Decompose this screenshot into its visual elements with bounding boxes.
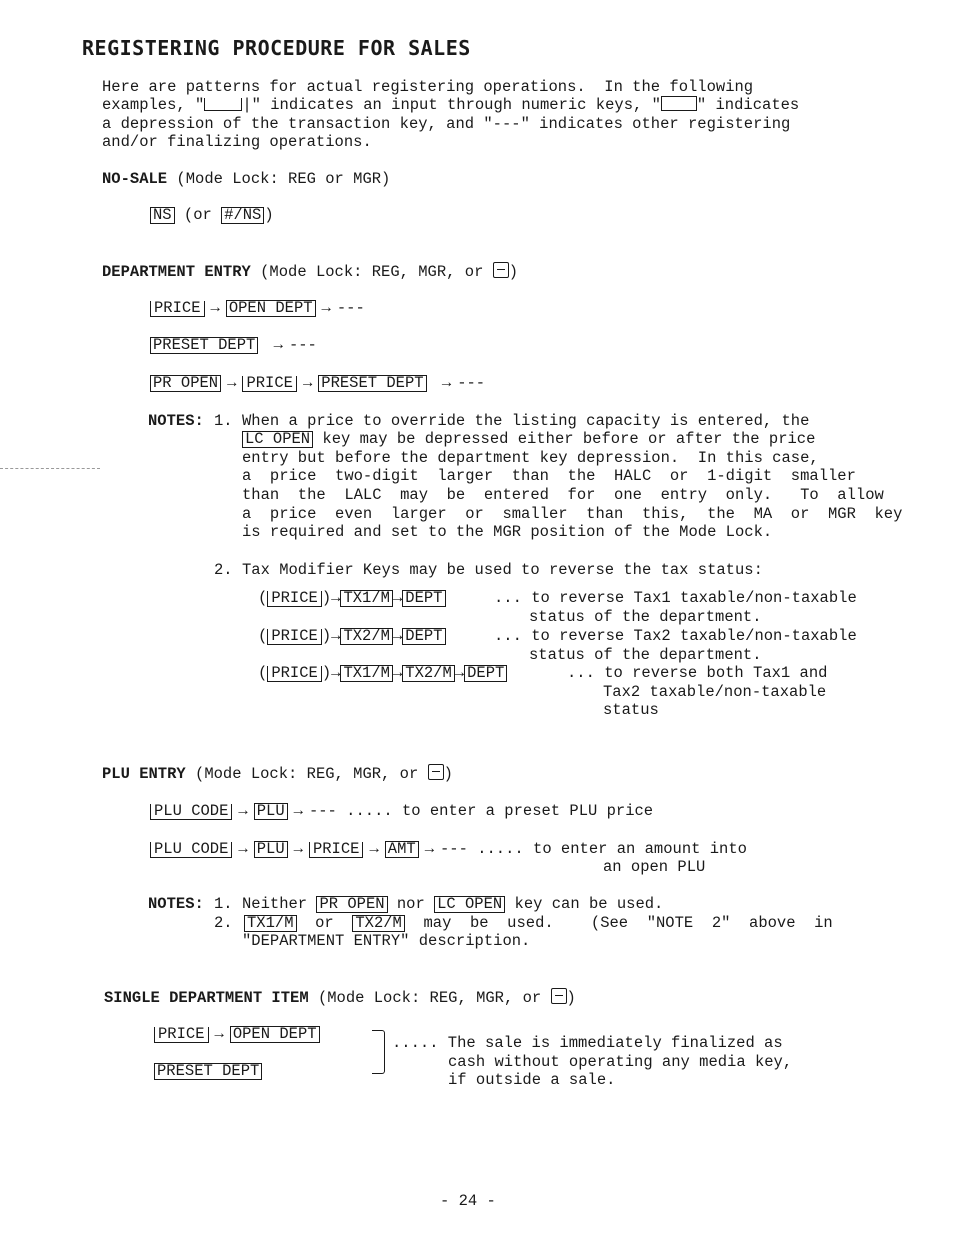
no-sale-heading-row — [102, 170, 390, 188]
single-dept-close: ) — [566, 989, 576, 1007]
single-dept-mode: (Mode Lock: REG, MGR, or — [308, 989, 542, 1007]
arrow-right-icon: → — [369, 840, 379, 858]
intro-line-4: and/or finalizing operations. — [102, 133, 372, 151]
note-2-line-1: Tax Modifier Keys may be used to reverse the tax status: — [242, 561, 763, 579]
dept-entry-mode: (Mode Lock: REG, MGR, or — [250, 263, 484, 281]
price-input: PRICE — [242, 376, 297, 392]
note-1-line-6: a price even larger or smaller than this, the MA or MGR key — [242, 505, 903, 523]
plu-seq-1 — [150, 802, 653, 820]
arrow-right-icon: → — [264, 336, 283, 354]
both-desc-2: Tax2 taxable/non-taxable — [603, 683, 827, 701]
plu-seq-2 — [150, 840, 747, 858]
price-input: PRICE — [309, 842, 364, 858]
arrow-right-icon: → — [293, 840, 303, 858]
tax1-desc-2: status of the department. — [529, 608, 762, 626]
plu-notes-label: NOTES: — [148, 895, 204, 913]
intro-line-3: a depression of the transaction key, and "---" indicates other registering — [102, 115, 791, 133]
note-1-line-7: is required and set to the MGR position of the Mode Lock. — [242, 523, 773, 541]
dept-seq-2 — [150, 336, 317, 354]
no-sale-keys-row — [150, 206, 274, 224]
arrow-right-icon: → — [227, 374, 237, 392]
price-input: PRICE — [154, 1027, 209, 1043]
plu-key: PLU — [254, 841, 288, 858]
ns-key: NS — [150, 207, 175, 224]
note-1-line-2 — [242, 430, 815, 448]
preset-dept-key: PRESET DEPT — [318, 375, 426, 392]
lc-open-key: LC OPEN — [242, 431, 313, 448]
plu-note-2-a: or — [315, 914, 334, 932]
no-sale-close: ) — [264, 206, 274, 224]
tax2-desc-2: status of the department. — [529, 646, 762, 664]
no-sale-heading: NO-SALE — [102, 170, 168, 188]
minus-key-icon — [493, 262, 509, 278]
plu-entry-close: ) — [443, 765, 453, 783]
both-desc-3: status — [603, 701, 659, 719]
intro-line-2: examples, " |" indicates an input through numeric keys, " " indicates — [102, 96, 800, 114]
tx2m-key: TX2/M — [402, 665, 455, 682]
plu-entry-heading-row — [102, 764, 453, 783]
transaction-key-symbol — [661, 96, 697, 111]
price-input: PRICE — [150, 301, 205, 317]
single-desc-1: ..... The sale is immediately finalized as — [392, 1034, 783, 1052]
lc-open-key: LC OPEN — [434, 896, 505, 913]
price-input: PRICE — [267, 629, 322, 645]
dashes: --- — [457, 374, 486, 392]
single-seq-2 — [154, 1062, 262, 1080]
note-1-line-1: When a price to override the listing capacity is entered, the — [242, 412, 810, 430]
numeric-input-symbol — [204, 98, 242, 111]
page-number: - 24 - — [440, 1192, 496, 1210]
intro-line-2-end: " indicates — [696, 96, 800, 114]
arrow-right-icon: → — [432, 374, 452, 392]
arrow-right-icon: → — [293, 802, 303, 820]
dept-key: DEPT — [402, 628, 445, 645]
plu-seq-2-desc: --- ..... to enter an amount into — [440, 840, 747, 858]
arrow-right-icon: → — [392, 589, 403, 607]
dept-entry-heading-row — [102, 262, 518, 281]
plu-seq-1-desc: --- ..... to enter a preset PLU price — [308, 802, 654, 820]
plu-note-2-number: 2. — [214, 914, 233, 932]
plu-note-1-b: nor — [396, 895, 425, 913]
plu-note-2-line-2: "DEPARTMENT ENTRY" description. — [242, 932, 531, 950]
note-1-line-2-text: key may be depressed either before or after the price — [313, 430, 816, 448]
pr-open-key: PR OPEN — [316, 896, 387, 913]
amt-key: AMT — [385, 841, 419, 858]
both-tax-seq: ( PRICE )→ TX1/M → TX2/M → DEPT — [258, 664, 507, 682]
arrow-right-icon: → — [424, 840, 434, 858]
plu-note-2-b: may be used. (See "NOTE 2" above in — [423, 914, 833, 932]
note-1-number: 1. — [214, 412, 233, 430]
dashes: --- — [336, 299, 365, 317]
tx2m-key: TX2/M — [340, 628, 393, 645]
no-sale-mode: (Mode Lock: REG or MGR) — [167, 170, 391, 188]
dashes: --- — [288, 336, 317, 354]
arrow-right-icon: → — [331, 664, 341, 682]
price-input: PRICE — [267, 666, 322, 682]
arrow-right-icon: → — [210, 299, 220, 317]
tx1m-key: TX1/M — [340, 665, 393, 682]
open-dept-key: OPEN DEPT — [226, 300, 316, 317]
dept-seq-3 — [150, 374, 485, 392]
open-dept-key: OPEN DEPT — [230, 1026, 320, 1043]
both-desc-1: ... to reverse both Tax1 and — [567, 664, 828, 682]
plu-code-input: PLU CODE — [150, 804, 232, 820]
intro-line-2-mid: |" indicates an input through numeric keys, " — [242, 96, 661, 114]
minus-key-icon — [551, 988, 567, 1004]
page-title: REGISTERING PROCEDURE FOR SALES — [82, 36, 471, 60]
arrow-right-icon: → — [392, 627, 403, 645]
notes-label: NOTES: — [148, 412, 204, 430]
note-1-line-4: a price two-digit larger than the HALC or 1-digit smaller — [242, 467, 856, 485]
intro-line-1: Here are patterns for actual registering operations. In the following — [102, 78, 754, 96]
price-input: PRICE — [267, 591, 322, 607]
arrow-right-icon: → — [392, 664, 403, 682]
no-sale-or: (or — [183, 206, 212, 224]
plu-note-1-c: key can be used. — [514, 895, 664, 913]
tx1m-key: TX1/M — [340, 590, 393, 607]
plu-entry-heading: PLU ENTRY — [102, 765, 186, 783]
minus-key-icon — [428, 764, 444, 780]
arrow-right-icon: → — [214, 1025, 224, 1043]
dept-key: DEPT — [402, 590, 445, 607]
arrow-right-icon: → — [321, 299, 331, 317]
plu-note-2 — [244, 914, 833, 932]
single-dept-heading: SINGLE DEPARTMENT ITEM — [104, 989, 309, 1007]
plu-seq-2-desc-2: an open PLU — [603, 858, 706, 876]
plu-key: PLU — [254, 803, 288, 820]
plu-note-1 — [242, 895, 663, 913]
single-desc-2: cash without operating any media key, — [448, 1053, 793, 1071]
dept-key: DEPT — [464, 665, 507, 682]
scan-artifact-line — [0, 468, 100, 469]
single-dept-heading-row — [104, 988, 576, 1007]
arrow-right-icon: → — [238, 802, 248, 820]
arrow-right-icon: → — [238, 840, 248, 858]
arrow-right-icon: → — [454, 664, 465, 682]
tax2-desc-1: ... to reverse Tax2 taxable/non-taxable — [494, 627, 857, 645]
single-desc-3: if outside a sale. — [448, 1071, 616, 1089]
tx1m-key: TX1/M — [244, 915, 297, 932]
tax1-seq: ( PRICE )→ TX1/M → DEPT — [258, 589, 446, 607]
plu-entry-mode: (Mode Lock: REG, MGR, or — [185, 765, 419, 783]
tax1-desc-1: ... to reverse Tax1 taxable/non-taxable — [494, 589, 857, 607]
hash-ns-key: #/NS — [221, 207, 264, 224]
plu-code-input: PLU CODE — [150, 842, 232, 858]
pr-open-key: PR OPEN — [150, 375, 221, 392]
tx2m-key: TX2/M — [352, 915, 405, 932]
arrow-right-icon: → — [331, 627, 341, 645]
intro-num-open: " — [195, 96, 205, 114]
note-2-number: 2. — [214, 561, 233, 579]
dept-seq-1 — [150, 299, 365, 317]
dept-entry-close: ) — [508, 263, 518, 281]
note-1-line-5: than the LALC may be entered for one entry only. To allow — [242, 486, 884, 504]
bracket-symbol — [372, 1030, 385, 1074]
note-1-line-3: entry but before the department key depression. In this case, — [242, 449, 819, 467]
preset-dept-key: PRESET DEPT — [154, 1063, 262, 1080]
tax2-seq: ( PRICE )→ TX2/M → DEPT — [258, 627, 446, 645]
arrow-right-icon: → — [331, 589, 341, 607]
plu-note-1-number: 1. — [214, 895, 233, 913]
single-seq-1 — [154, 1025, 320, 1043]
preset-dept-key: PRESET DEPT — [150, 337, 258, 354]
plu-note-1-a: Neither — [242, 895, 308, 913]
dept-entry-heading: DEPARTMENT ENTRY — [102, 263, 251, 281]
arrow-right-icon: → — [302, 374, 313, 392]
